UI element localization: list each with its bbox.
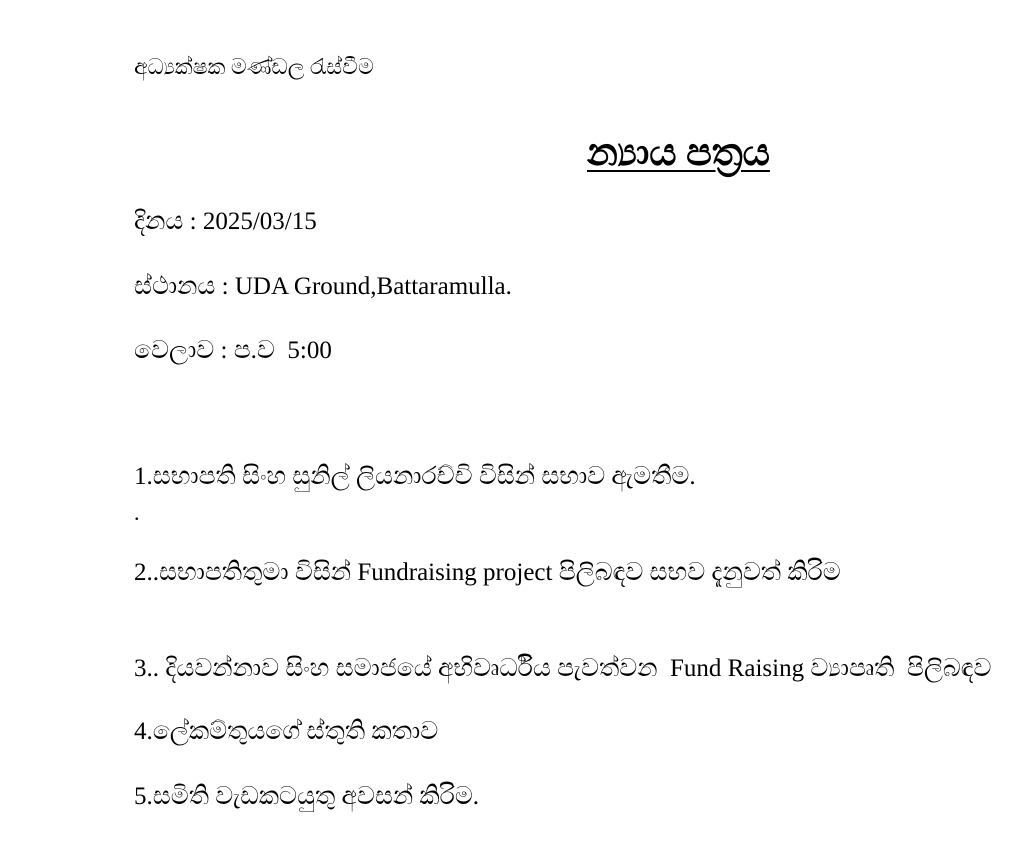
agenda-item-5: 5.සමිති වැඩකටයුතු අවසන් කිරිම.	[134, 783, 480, 810]
date-line	[134, 207, 317, 237]
agenda-item-3: 3.. දියවන්නාව සිංහ සමාජයේ අභිවෘර්ධිය පැවත්වන Fund Raising ව්‍යාපෘති පිලිබඳව	[134, 655, 992, 682]
meeting-header: අධ්‍යක්ෂක මණ්ඩල රැස්වීම	[134, 54, 374, 79]
place-separator: :	[215, 273, 235, 300]
agenda-item-4: 4.ලේකම්තුයගේ ස්තුති කතාව	[134, 718, 439, 745]
date-value: 2025/03/15	[202, 208, 317, 235]
agenda-item-2: 2..සභාපතිතුමා විසින් Fundraising project පිලිබඳව සභව දැනුවත් කිරිම	[134, 559, 841, 586]
time-line	[134, 336, 332, 366]
date-separator: :	[183, 208, 203, 235]
time-value: ප.ව 5:00	[233, 337, 332, 364]
date-label: දිනය	[134, 208, 184, 235]
stray-dot: .	[134, 500, 140, 525]
place-label: ස්ථානය	[134, 273, 216, 300]
document-title: න්‍යාය පත්‍රය	[587, 132, 770, 174]
time-separator: :	[214, 337, 234, 364]
time-label: වෙලාව	[134, 337, 215, 364]
agenda-item-1: 1.සභාපති සිංහ සුනිල් ලියනාරච්චි විසින් සභාව ඇමතීම.	[134, 463, 696, 490]
place-value: UDA Ground,Battaramulla.	[234, 273, 512, 300]
place-line	[134, 272, 512, 302]
